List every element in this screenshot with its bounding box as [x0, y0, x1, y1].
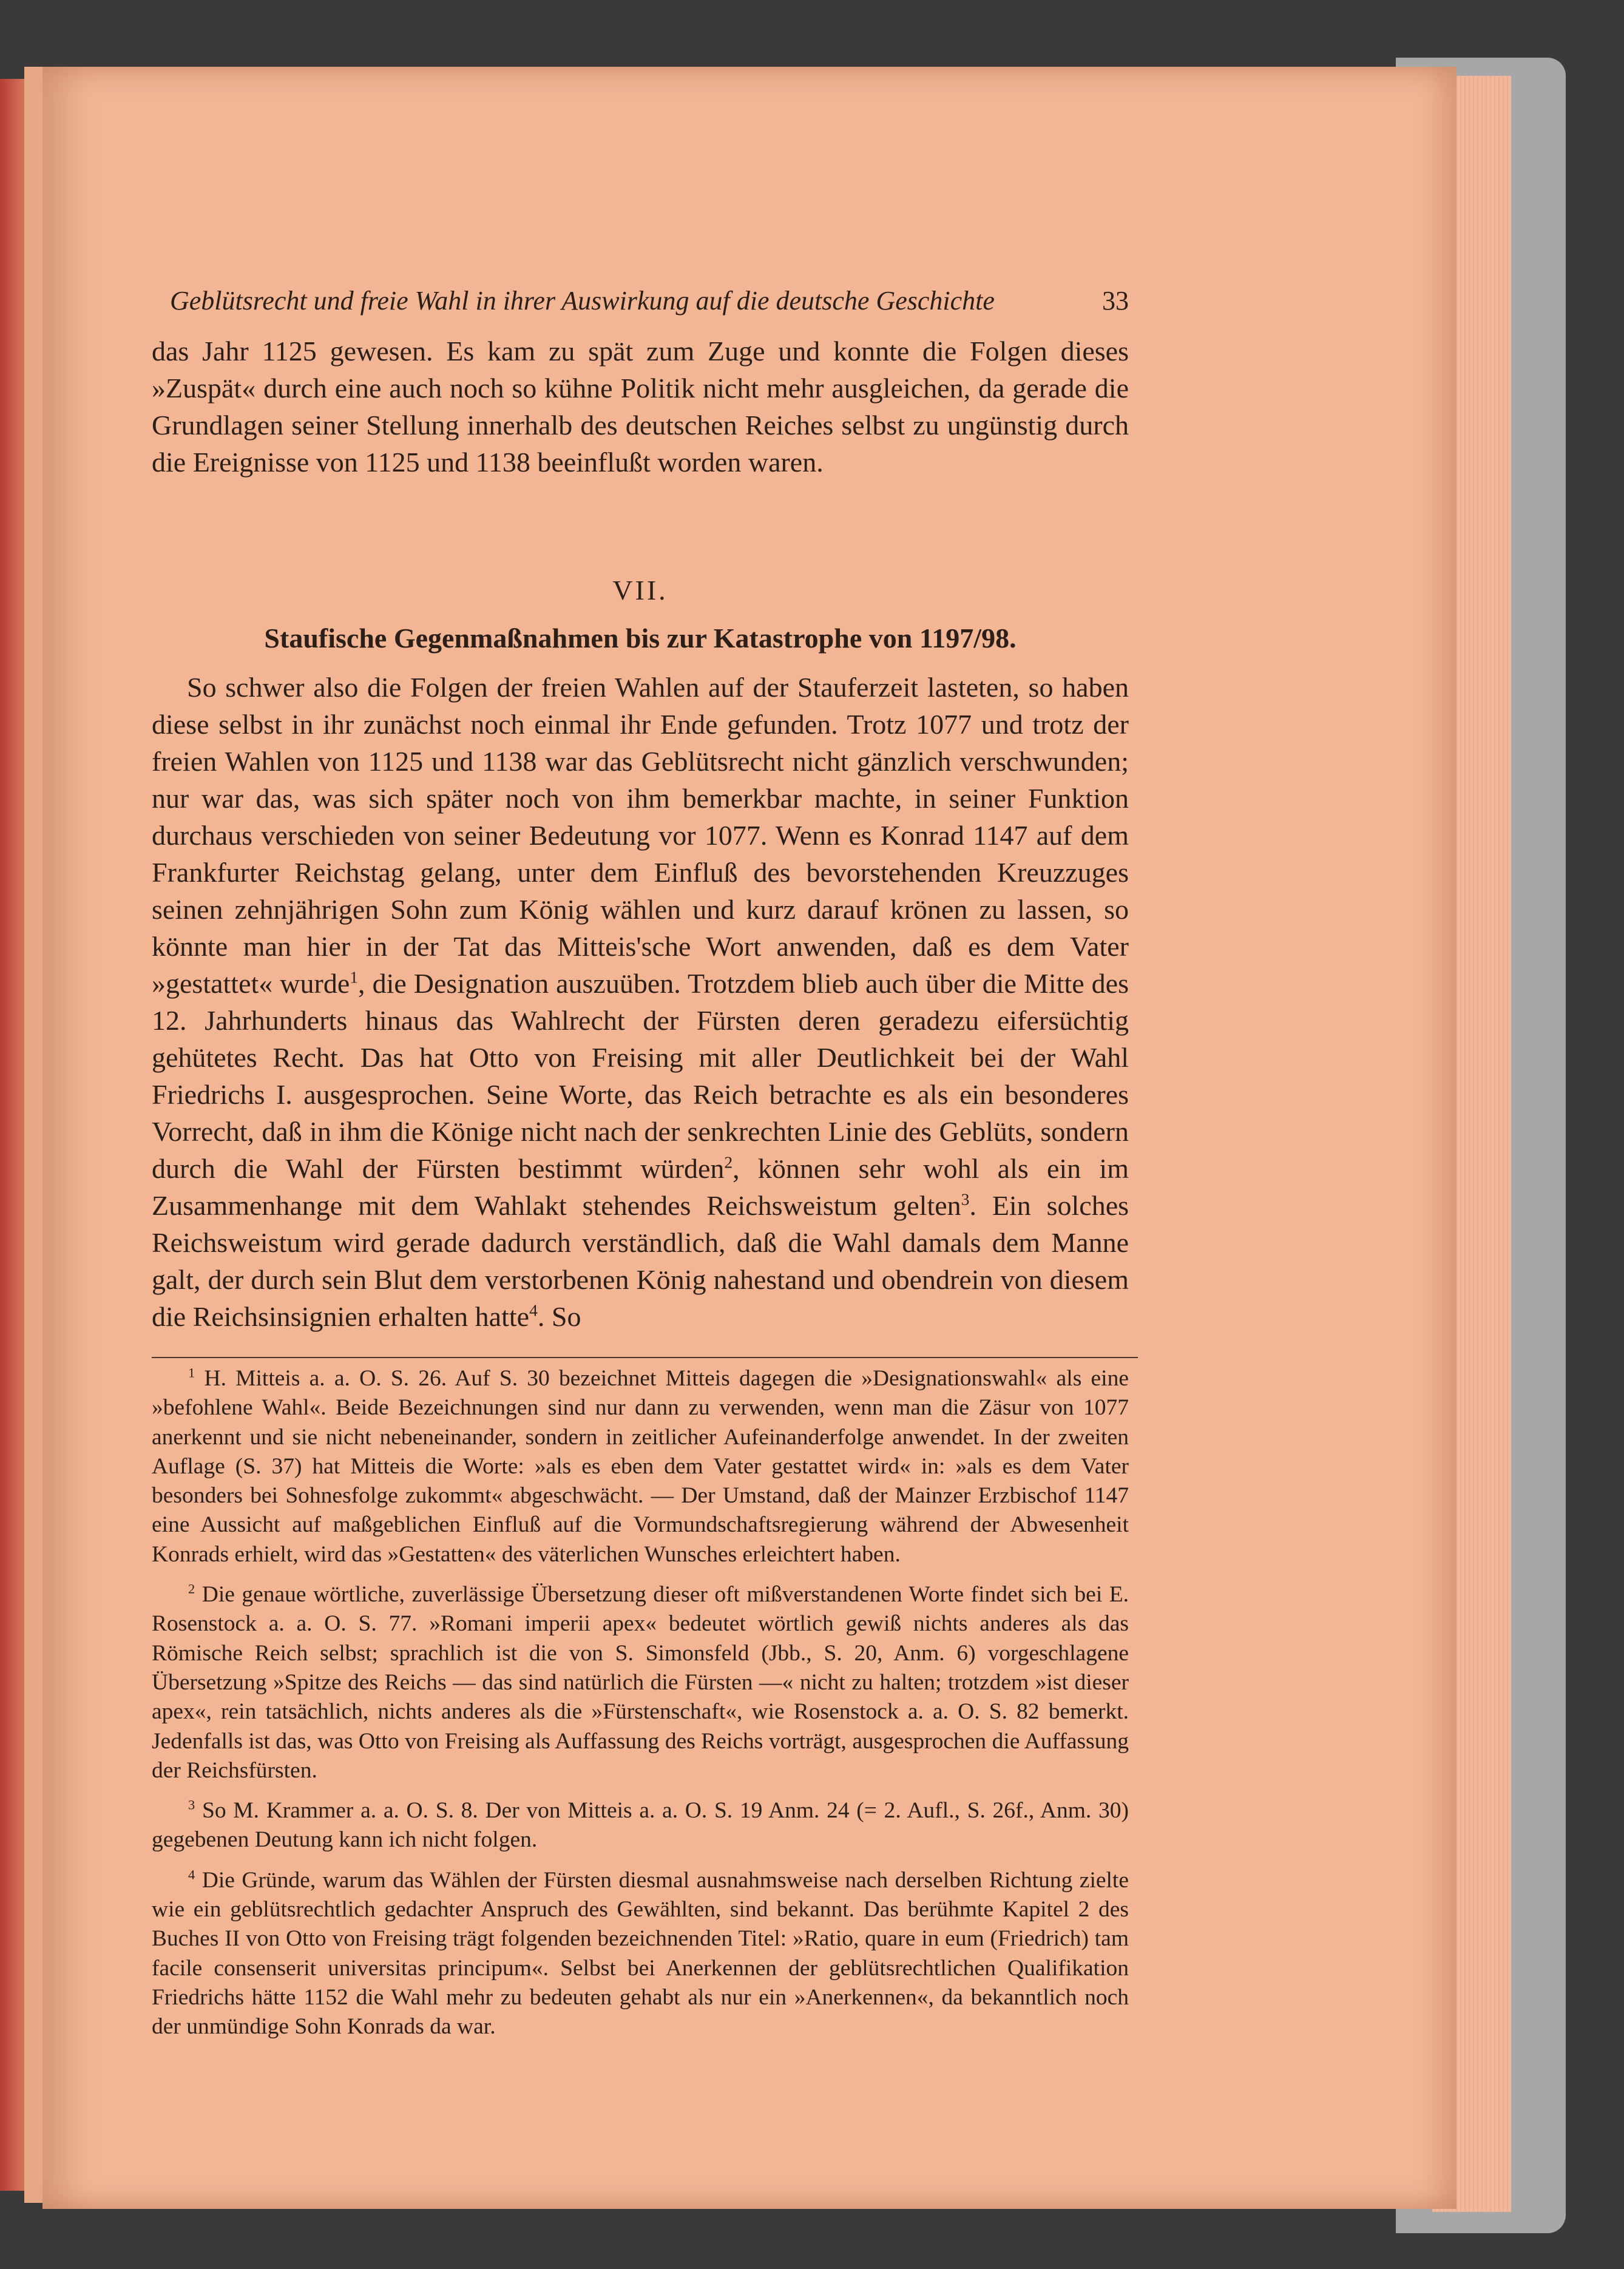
footnote-ref: 4 [529, 1300, 538, 1320]
page-content [152, 285, 1129, 2053]
running-head-title: Geblütsrecht und freie Wahl in ihrer Auswirkung auf die deutsche Geschichte [170, 286, 995, 316]
footnote-ref: 2 [724, 1152, 733, 1172]
section-number: VII. [612, 575, 668, 606]
paragraph-segment: . Ein solches Reichsweistum wird gerade dadurch verständlich, daß die Wahl damals dem Manne galt, der durch sein Blut dem verstorbenen König nahestand und obendrein von diesem die Reichsinsignien erhalten hatte [152, 1190, 1129, 1332]
paragraph-segment: So schwer also die Folgen der freien Wahlen auf der Stauferzeit lasteten, so haben diese selbst in ihr zunächst noch einmal ihr Ende gefunden. Trotz 1077 und trotz der freien Wahlen von 1125 und 1138 war das Geblütsrecht nicht gänzlich verschwunden; nur war das, was sich später noch von ihm bemerkbar machte, in seiner Funktion durchaus verschieden von seiner Bedeutung vor 1077. Wenn es Konrad 1147 auf dem Frankfurter Reichstag gelang, unter dem Einfluß des bevorstehenden Kreuzzuges seinen zehnjährigen Sohn zum König wählen und kurz darauf krönen zu lassen, so könnte man hier in der Tat das Mitteis'sche Wort anwenden, daß es dem Vater »gestattet« wurde [152, 672, 1129, 999]
footnote-marker: 3 [188, 1797, 195, 1813]
running-head [170, 285, 1129, 322]
footnotes [152, 1364, 1129, 2042]
footnote-marker: 2 [188, 1581, 195, 1597]
footnote-ref: 1 [350, 967, 359, 987]
footnote [152, 1364, 1129, 1569]
footnote-marker: 1 [188, 1365, 195, 1381]
footnote-marker: 4 [188, 1867, 195, 1882]
page-number: 33 [1102, 286, 1129, 316]
footnote [152, 1796, 1129, 1855]
footnote-text: Die genaue wörtliche, zuverlässige Übersetzung dieser oft mißverstandenen Worte findet sich bei E. Rosenstock a. a. O. S. 77. »Romani imperii apex« bedeutet wörtlich gewiß nichts anderes als das Römische Reich selbst; sprachlich ist die von S. Simonsfeld (Jbb., S. 20, Anm. 6) vorgeschlagene Übersetzung »Spitze des Reichs — das sind natürlich die Fürsten —« nicht zu halten; trotzdem »ist dieser apex«, rein tatsächlich, nichts anderes als die »Fürstenschaft«, wie Rosenstock a. a. O. S. 82 bemerkt. Jedenfalls ist das, was Otto von Freising als Auffassung des Reichs vorträgt, ausgesprochen die Auffassung der Reichsfürsten. [152, 1582, 1129, 1783]
opening-paragraph: das Jahr 1125 gewesen. Es kam zu spät zum Zuge und konnte die Folgen dieses »Zuspät« durch eine auch noch so kühne Politik nicht mehr ausgleichen, da gerade die Grundlagen seiner Stellung innerhalb des deutschen Reiches selbst zu ungünstig durch die Ereignisse von 1125 und 1138 beeinflußt worden waren. [152, 336, 1129, 478]
footnote-text: So M. Krammer a. a. O. S. 8. Der von Mitteis a. a. O. S. 19 Anm. 24 (= 2. Aufl., S. 26f., Anm. 30) gegebenen Deutung kann ich nicht folgen. [152, 1798, 1129, 1853]
paragraph-segment: , die Designation auszuüben. Trotzdem blieb auch über die Mitte des 12. Jahrhunderts hinaus das Wahlrecht der Fürsten deren geradezu eifersüchtig gehütetes Recht. Das hat Otto von Freising mit aller Deutlichkeit bei der Wahl Friedrichs I. ausgesprochen. Seine Worte, das Reich betrachte es als ein besonderes Vorrecht, daß in ihm die Könige nicht nach der senkrechten Linie des Geblüts, sondern durch die Wahl der Fürsten bestimmt würden [152, 968, 1129, 1184]
main-paragraph [152, 669, 1129, 1335]
footnote-text: H. Mitteis a. a. O. S. 26. Auf S. 30 bezeichnet Mitteis dagegen die »Designationswahl« als eine »befohlene Wahl«. Beide Bezeichnungen sind nur dann zu verwenden, wenn man die Zäsur von 1077 anerkennt und sie nicht nebeneinander, sondern in zeitlicher Aufeinanderfolge anwendet. In der zweiten Auflage (S. 37) hat Mitteis die Worte: »als es eben dem Vater gestattet wird« in: »als es dem Vater besonders bei Sohnesfolge zukommt« abgeschwächt. — Der Umstand, daß der Mainzer Erzbischof 1147 eine Aussicht auf maßgeblichen Einfluß auf die Vormundschaftsregierung während der Abwesenheit Konrads erhielt, wird das »Gestatten« des väterlichen Wunsches erleichtert haben. [152, 1366, 1129, 1567]
footnote-text: Die Gründe, warum das Wählen der Fürsten diesmal ausnahmsweise nach derselben Richtung zielte wie ein geblütsrechtlich gedachter Anspruch des Gewählten, sind bekannt. Das berühmte Kapitel 2 des Buches II von Otto von Freising trägt folgenden bezeichnenden Titel: »Ratio, quare in eum (Friedrich) tam facile consenserit universitas principum«. Selbst bei Anerkennen der geblütsrechtlichen Qualifikation Friedrichs hätte 1152 die Wahl mehr zu bedeuten gehabt als nur ein »Anerkennen«, da bekanntlich noch der unmündige Sohn Konrads da war. [152, 1867, 1129, 2040]
paragraph-segment: , können sehr wohl als ein im Zusammenhange mit dem Wahlakt stehendes Reichsweistum gelten [152, 1153, 1129, 1221]
footnote-rule [152, 1357, 1138, 1358]
footnote [152, 1866, 1129, 2042]
body-text [152, 333, 1129, 481]
footnote-ref: 3 [961, 1189, 970, 1209]
paragraph-segment: . So [537, 1301, 581, 1332]
section-title: Staufische Gegenmaßnahmen bis zur Katastrophe von 1197/98. [264, 623, 1017, 654]
footnote [152, 1580, 1129, 1785]
main-text [152, 669, 1129, 1335]
